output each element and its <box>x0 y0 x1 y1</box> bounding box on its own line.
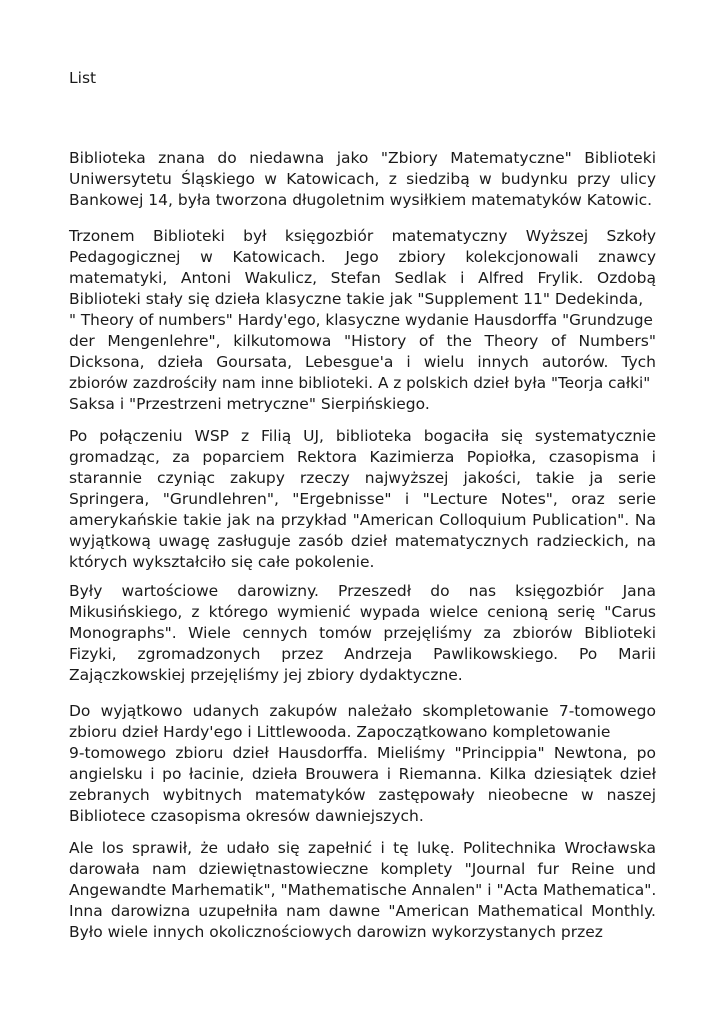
text-line: zbiorów zazdrościły nam inne biblioteki. A z polskich dzieł była "Teorja całki" <box>69 374 651 392</box>
text-line: Monographs". Wiele cennych tomów przejęliśmy za zbiorów Biblioteki <box>69 624 656 642</box>
text-line: Inna darowizna uzupełniła nam dawne "American Mathematical Monthly. <box>69 902 656 920</box>
text-line: " Theory of numbers" Hardy'ego, klasyczne wydanie Hausdorffa "Grundzuge <box>69 311 653 329</box>
text-line: Były wartościowe darowizny. Przeszedł do nas księgozbiór Jana <box>69 582 656 600</box>
text-line: der Mengenlehre", kilkutomowa "History of the Theory of Numbers" <box>69 332 656 350</box>
text-line: wyjątkową uwagę zasługuje zasób dzieł matematycznych radzieckich, na <box>69 532 656 550</box>
text-line: 9-tomowego zbioru dzieł Hausdorffa. Mieliśmy "Princippia" Newtona, po <box>69 744 656 762</box>
text-line: Po połączeniu WSP z Filią UJ, biblioteka bogaciła się systematycznie <box>69 427 656 445</box>
text-line: starannie czyniąc zakupy rzeczy najwyższej jakości, takie ja serie <box>69 469 656 487</box>
text-line: Biblioteki stały się dzieła klasyczne takie jak "Supplement 11" Dedekinda, <box>69 290 644 308</box>
text-line: Ale los sprawił, że udało się zapełnić i tę lukę. Politechnika Wrocławska <box>69 839 656 857</box>
paragraph <box>69 426 656 573</box>
text-line: zbioru dzieł Hardy'ego i Littlewooda. Zapoczątkowano kompletowanie <box>69 723 611 741</box>
text-line: Pedagogicznej w Katowicach. Jego zbiory kolekcjonowali znawcy <box>69 248 656 266</box>
text-line: Było wiele innych okolicznościowych darowizn wykorzystanych przez <box>69 923 603 941</box>
text-line: Springera, "Grundlehren", "Ergebnisse" i "Lecture Notes", oraz serie <box>69 490 656 508</box>
text-line: angielsku i po łacinie, dzieła Brouwera i Riemanna. Kilka dziesiątek dzieł <box>69 765 656 783</box>
document-title: List <box>69 69 97 87</box>
text-line: Bibliotece czasopisma okresów dawniejszych. <box>69 807 424 825</box>
text-line: Uniwersytetu Śląskiego w Katowicach, z siedzibą w budynku przy ulicy <box>69 170 656 188</box>
paragraph <box>69 148 656 211</box>
paragraph <box>69 701 656 827</box>
text-line: Fizyki, zgromadzonych przez Andrzeja Pawlikowskiego. Po Marii <box>69 645 656 663</box>
text-line: Biblioteka znana do niedawna jako "Zbiory Matematyczne" Biblioteki <box>69 149 656 167</box>
text-line: gromadząc, za poparciem Rektora Kazimierza Popiołka, czasopisma i <box>69 448 656 466</box>
text-line: Trzonem Biblioteki był księgozbiór matematyczny Wyższej Szkoły <box>69 227 656 245</box>
paragraph <box>69 838 656 943</box>
text-line: amerykańskie takie jak na przykład "American Colloquium Publication". Na <box>69 511 656 529</box>
paragraph <box>69 581 656 686</box>
text-line: Do wyjątkowo udanych zakupów należało skompletowanie 7-tomowego <box>69 702 656 720</box>
text-line: Saksa i "Przestrzeni metryczne" Sierpińskiego. <box>69 395 430 413</box>
text-line: Bankowej 14, była tworzona długoletnim wysiłkiem matematyków Katowic. <box>69 191 653 209</box>
text-line: Dicksona, dzieła Goursata, Lebesgue'a i wielu innych autorów. Tych <box>69 353 656 371</box>
text-line: Zajączkowskiej przejęliśmy jej zbiory dydaktyczne. <box>69 666 463 684</box>
text-line: których wykształciło się całe pokolenie. <box>69 553 375 571</box>
text-line: zebranych wybitnych matematyków zastępowały nieobecne w naszej <box>69 786 656 804</box>
text-line: darowała nam dziewiętnastowieczne komplety "Journal fur Reine und <box>69 860 656 878</box>
text-line: Angewandte Marhematik", "Mathematische Annalen" i "Acta Mathematica". <box>69 881 657 899</box>
text-line: matematyki, Antoni Wakulicz, Stefan Sedlak i Alfred Frylik. Ozdobą <box>69 269 656 287</box>
paragraph <box>69 226 656 415</box>
text-line: Mikusińskiego, z którego wymienić wypada wielce cenioną serię "Carus <box>69 603 656 621</box>
